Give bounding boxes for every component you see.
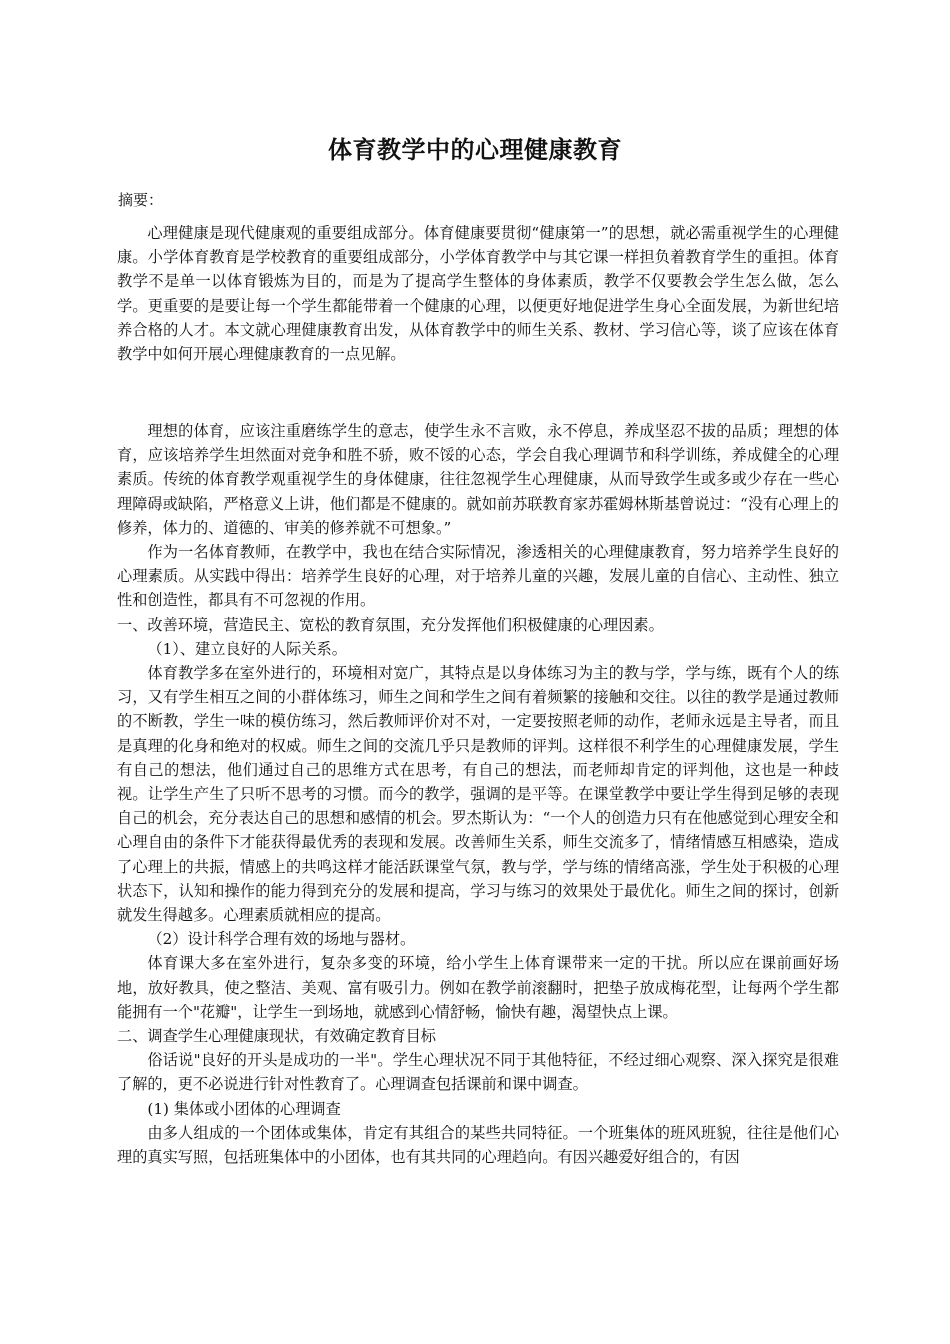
abstract-label: 摘要： <box>118 191 164 209</box>
body-paragraph-6: 由多人组成的一个团体或集体，肯定有其组合的某些共同特征。一个班集体的班风班貌，往往是他们心理的真实写照，包括班集体中的小团体，也有其共同的心理趋向。有因兴趣爱好组合的，有因 <box>117 1123 839 1167</box>
subsection-heading-1: （1）、建立良好的人际关系。 <box>147 639 347 658</box>
body-text <box>117 419 839 1169</box>
section-heading-1: 一、改善环境，营造民主、宽松的教育氛围，充分发挥他们积极健康的心理因素。 <box>117 615 664 634</box>
abstract-block <box>117 221 839 366</box>
document-title: 体育教学中的心理健康教育 <box>328 136 622 164</box>
subsection-heading-2: （2）设计科学合理有效的场地与器材。 <box>147 930 416 949</box>
body-paragraph-3: 体育教学多在室外进行的，环境相对宽广，其特点是以身体练习为主的教与学，学与练，既有个人的练习，又有学生相互之间的小群体练习，师生之间和学生之间有着频繁的接触和交往。以往的教学是通过教师的不断教，学生一味的模仿练习，然后教师评价对不对，一定要按照老师的动作，老师永远是主导者，而且是真理的化身和绝对的权威。师生之间的交流几乎只是教师的评判。这样很不利学生的心理健康发展，学生有自己的想法，他们通过自己的思维方式在思考，有自己的想法，而老师却肯定的评判他，这也是一种歧视。让学生产生了只听不思考的习惯。而今的教学，强调的是平等。在课堂教学中要让学生得到足够的表现自己的机会，充分表达自己的思想和感情的机会。罗杰斯认为：“一个人的创造力只有在他感觉到心理安全和心理自由的条件下才能获得最优秀的表现和发展。改善师生关系，师生交流多了，情绪情感互相感染，造成了心理上的共振，情感上的共鸣这样才能活跃课堂气氛，教与学，学与练的情绪高涨，学生处于积极的心理状态下，认知和操作的能力得到充分的发展和提高，学习与练习的效果处于最优化。师生之间的探讨，创新就发生得越多。心理素质就相应的提高。 <box>117 664 839 925</box>
section-heading-2: 二、调查学生心理健康现状，有效确定教育目标 <box>117 1027 436 1046</box>
body-paragraph-5: 俗话说"良好的开头是成功的一半"。学生心理状况不同于其他特征，不经过细心观察、深入探究是很难了解的，更不必说进行针对性教育了。心理调查包括课前和课中调查。 <box>117 1051 839 1094</box>
body-paragraph-1: 理想的体育，应该注重磨练学生的意志，使学生永不言败，永不停息，养成坚忍不拔的品质；理想的体育，应该培养学生坦然面对竞争和胜不骄，败不馁的心态，学会自我心理调节和科学训练，养成健全的心理素质。传统的体育教学观重视学生的身体健康，往往忽视学生心理健康，从而导致学生或多或少存在一些心理障碍或缺陷，严格意义上讲，他们都是不健康的。就如前苏联教育家苏霍姆林斯基曾说过：“没有心理上的修养，体力的、道德的、审美的修养就不可想象。” <box>117 422 839 537</box>
body-paragraph-4: 体育课大多在室外进行，复杂多变的环境，给小学生上体育课带来一定的干扰。所以应在课前画好场地，放好教具，使之整洁、美观、富有吸引力。例如在教学前滚翻时，把垫子放成梅花型，让每两个学生都能拥有一个"花瓣"，让学生一到场地，就感到心情舒畅，愉快有趣，渴望快点上课。 <box>117 954 839 1021</box>
abstract-paragraph: 心理健康是现代健康观的重要组成部分。体育健康要贯彻“健康第一”的思想，就必需重视学生的心理健康。小学体育教育是学校教育的重要组成部分，小学体育教学中与其它课一样担负着教育学生的重担。体育教学不是单一以体育锻炼为目的，而是为了提高学生整体的身体素质，教学不仅要教会学生怎么做，怎么学。更重要的是要让每一个学生都能带着一个健康的心理，以便更好地促进学生身心全面发展，为新世纪培养合格的人才。本文就心理健康教育出发，从体育教学中的师生关系、教材、学习信心等，谈了应该在体育教学中如何开展心理健康教育的一点见解。 <box>117 224 839 364</box>
body-paragraph-2: 作为一名体育教师，在教学中，我也在结合实际情况，渗透相关的心理健康教育，努力培养学生良好的心理素质。从实践中得出：培养学生良好的心理，对于培养儿童的兴趣，发展儿童的自信心、主动性、独立性和创造性，都具有不可忽视的作用。 <box>117 543 839 610</box>
subsection-heading-3: (1) 集体或小团体的心理调查 <box>147 1099 341 1118</box>
